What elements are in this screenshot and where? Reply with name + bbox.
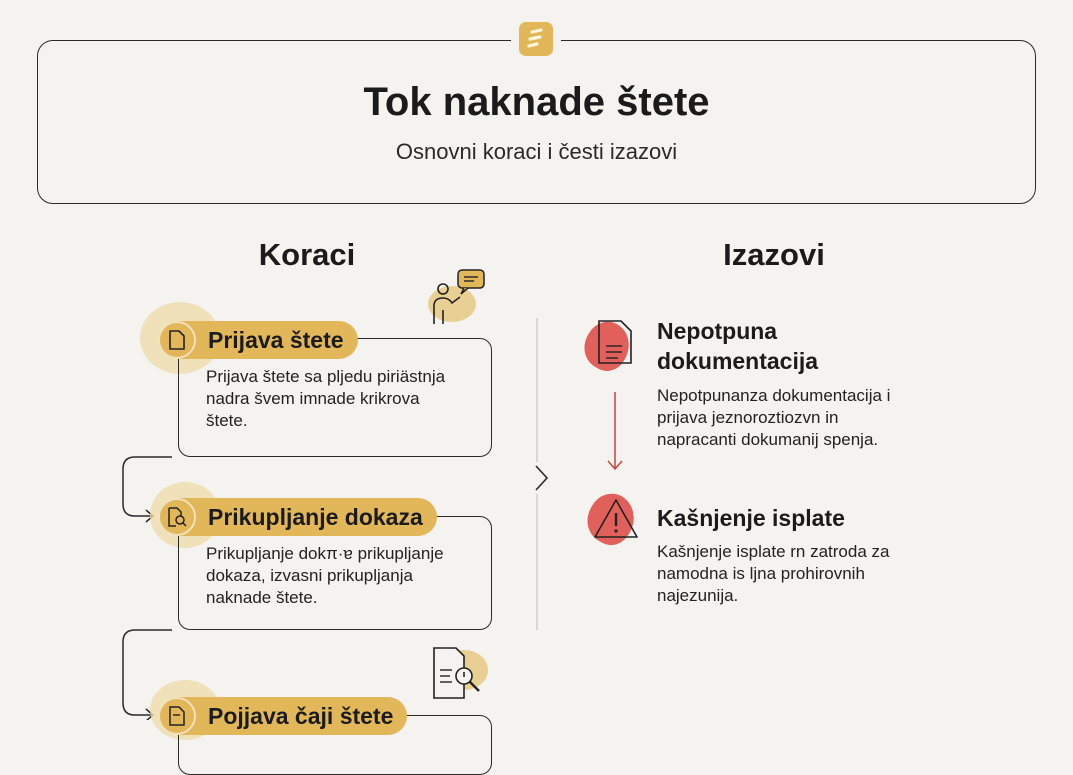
person-speech-icon [422,266,494,333]
desc-line: namodna is ljna prohirovnih [657,564,865,583]
desc-line: Kašnjenje isplate rn zatroda za [657,542,890,561]
page-title: Tok naknade štete [363,80,710,124]
warning-icon [592,496,640,545]
step-2-title: Prikupljanje dokaza [160,498,437,536]
step-3-title: Pojjava čaji štete [160,697,407,735]
step-1-desc [206,366,445,432]
desc-line: dokaza, izvasni prikupljanja [206,566,413,585]
challenge-1-desc [657,385,890,451]
desc-line: Prikupljanje dokπ·ɐ prikupljanje [206,544,444,563]
document-alert-icon [424,644,492,707]
document-icon [158,321,196,359]
desc-line: nadra švem imnade krikrova [206,389,420,408]
desc-line: naknade štete. [206,588,318,607]
desc-line: Nepotpunanza dokumentacija i [657,386,891,405]
challenge-2-title: Kašnjenje isplate [657,505,845,531]
title-line: dokumentacija [657,348,819,374]
challenge-1-title [657,316,818,376]
desc-line: napracanti dokumanij spenja. [657,430,879,449]
steps-heading: Koraci [258,237,356,272]
challenge-2-desc [657,541,889,607]
document-search-icon [158,498,196,536]
desc-line: prijava jeznoroztiozvn in [657,408,839,427]
page-subtitle: Osnovni koraci i česti izazovi [395,139,678,164]
title-line: Nepotpuna [657,318,778,344]
desc-line: štete. [206,411,248,430]
desc-line: Prijava štete sa pljedu piriästnja [206,367,446,386]
step-2-desc [206,543,444,609]
step-1-title: Prijava štete [160,321,358,359]
document-icon [596,318,636,373]
document-edit-icon [158,697,196,735]
desc-line: najezunija. [657,586,739,605]
challenges-heading: Izazovi [723,237,825,272]
